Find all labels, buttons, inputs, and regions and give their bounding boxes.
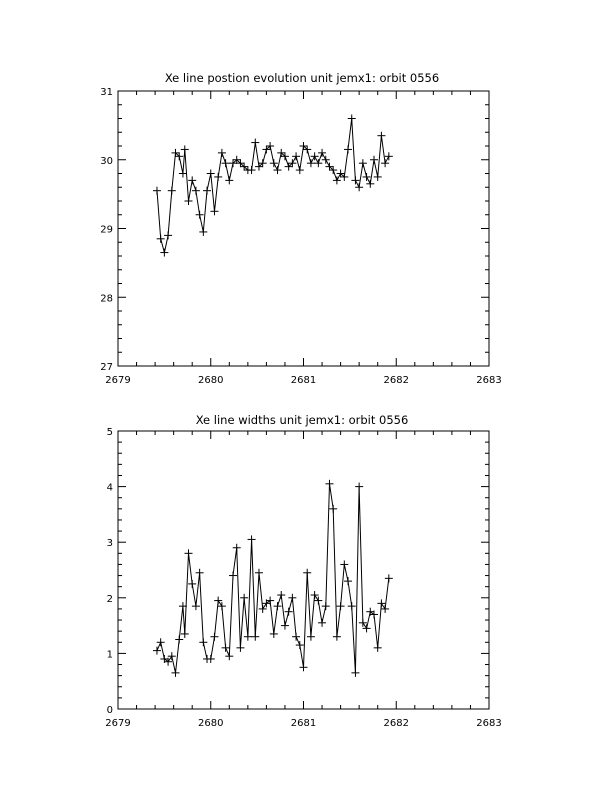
y-tick-label: 4 <box>106 482 113 494</box>
data-point-marker <box>311 152 319 160</box>
data-point-marker <box>153 647 161 655</box>
x-tick-label: 2682 <box>383 718 409 729</box>
data-point-marker <box>340 560 348 568</box>
data-point-marker <box>318 149 326 157</box>
x-tick-label: 2679 <box>105 718 131 729</box>
data-point-marker <box>348 602 356 610</box>
data-point-marker <box>222 159 230 167</box>
data-point-marker <box>248 166 256 174</box>
data-point-marker <box>333 633 341 641</box>
data-point-marker <box>225 176 233 184</box>
data-point-marker <box>348 115 356 123</box>
data-point-marker <box>233 544 241 552</box>
data-point-marker <box>329 505 337 513</box>
data-point-marker <box>196 569 204 577</box>
data-point-marker <box>277 591 285 599</box>
chart-2-x-tick-labels <box>105 718 501 729</box>
data-point-marker <box>251 139 259 147</box>
x-tick-label: 2679 <box>105 375 131 386</box>
chart-1-title: Xe line postion evolution unit jemx1: orbit 0556 <box>164 71 440 85</box>
data-point-marker <box>274 166 282 174</box>
data-point-marker <box>351 669 359 677</box>
data-point-marker <box>210 207 218 215</box>
data-point-marker <box>270 159 278 167</box>
data-point-marker <box>318 619 326 627</box>
data-point-marker <box>181 145 189 153</box>
data-point-marker <box>314 597 322 605</box>
data-point-marker <box>181 630 189 638</box>
x-tick-label: 2680 <box>198 718 224 729</box>
data-point-marker <box>385 574 393 582</box>
y-tick-label: 28 <box>100 293 113 305</box>
data-point-marker <box>179 170 187 178</box>
chart-1-series <box>153 115 393 257</box>
data-point-marker <box>381 605 389 613</box>
data-point-marker <box>311 591 319 599</box>
data-point-marker <box>218 149 226 157</box>
y-tick-label: 29 <box>100 224 113 236</box>
data-point-marker <box>359 159 367 167</box>
data-point-marker <box>366 180 374 188</box>
chart-2 <box>105 413 501 729</box>
data-point-marker <box>157 638 165 646</box>
data-point-marker <box>207 170 215 178</box>
data-point-marker <box>199 228 207 236</box>
data-point-marker <box>322 156 330 164</box>
data-point-marker <box>322 602 330 610</box>
y-tick-label: 5 <box>106 427 113 438</box>
y-tick-label: 0 <box>106 705 113 716</box>
chart-2-series <box>153 480 393 677</box>
data-point-marker <box>314 159 322 167</box>
data-point-marker <box>325 480 333 488</box>
chart-1-x-tick-labels <box>105 375 501 386</box>
y-tick-label: 27 <box>100 362 113 373</box>
data-point-marker <box>218 602 226 610</box>
data-point-marker <box>188 176 196 184</box>
data-point-marker <box>207 655 215 663</box>
data-point-marker <box>184 549 192 557</box>
chart-1-y-tick-labels <box>100 87 113 373</box>
data-point-marker <box>251 633 259 641</box>
data-point-marker <box>307 159 315 167</box>
series-line <box>157 484 389 673</box>
data-point-marker <box>225 652 233 660</box>
x-tick-label: 2680 <box>198 375 224 386</box>
data-point-marker <box>157 235 165 243</box>
data-point-marker <box>168 652 176 660</box>
data-point-marker <box>337 602 345 610</box>
y-tick-label: 2 <box>106 593 113 605</box>
chart-2-y-tick-labels <box>107 427 113 716</box>
data-point-marker <box>184 197 192 205</box>
data-point-marker <box>244 633 252 641</box>
x-tick-label: 2682 <box>383 375 409 386</box>
data-point-marker <box>236 644 244 652</box>
y-tick-label: 3 <box>106 538 113 550</box>
data-point-marker <box>285 608 293 616</box>
data-point-marker <box>229 572 237 580</box>
data-point-marker <box>270 630 278 638</box>
data-point-marker <box>333 176 341 184</box>
data-point-marker <box>370 156 378 164</box>
data-point-marker <box>344 577 352 585</box>
data-point-marker <box>355 183 363 191</box>
x-tick-label: 2681 <box>290 718 317 729</box>
data-point-marker <box>199 638 207 646</box>
data-point-marker <box>188 580 196 588</box>
data-point-marker <box>222 644 230 652</box>
data-point-marker <box>374 173 382 181</box>
data-point-marker <box>385 152 393 160</box>
data-point-marker <box>351 176 359 184</box>
chart-2-title: Xe line widths unit jemx1: orbit 0556 <box>195 413 409 427</box>
data-point-marker <box>160 249 168 257</box>
data-point-marker <box>374 644 382 652</box>
data-point-marker <box>292 152 300 160</box>
y-tick-label: 31 <box>100 87 113 98</box>
data-point-marker <box>307 633 315 641</box>
data-point-marker <box>377 132 385 140</box>
data-point-marker <box>300 663 308 671</box>
data-point-marker <box>192 187 200 195</box>
data-point-marker <box>192 602 200 610</box>
data-point-marker <box>296 166 304 174</box>
data-point-marker <box>203 187 211 195</box>
chart-1 <box>100 71 501 386</box>
data-point-marker <box>359 619 367 627</box>
data-point-marker <box>248 535 256 543</box>
x-tick-label: 2681 <box>290 375 317 386</box>
data-point-marker <box>172 669 180 677</box>
data-point-marker <box>363 173 371 181</box>
data-point-marker <box>153 187 161 195</box>
data-point-marker <box>196 211 204 219</box>
data-point-marker <box>296 641 304 649</box>
data-point-marker <box>288 594 296 602</box>
x-tick-label: 2683 <box>476 718 502 729</box>
data-point-marker <box>303 569 311 577</box>
data-point-marker <box>175 636 183 644</box>
data-point-marker <box>292 633 300 641</box>
data-point-marker <box>255 569 263 577</box>
data-point-marker <box>381 159 389 167</box>
data-point-marker <box>259 605 267 613</box>
data-point-marker <box>164 231 172 239</box>
data-point-marker <box>281 622 289 630</box>
chart-1-ticks <box>118 91 489 366</box>
data-point-marker <box>355 483 363 491</box>
data-point-marker <box>240 594 248 602</box>
data-point-marker <box>377 599 385 607</box>
data-point-marker <box>168 187 176 195</box>
data-point-marker <box>344 145 352 153</box>
data-point-marker <box>274 602 282 610</box>
chart-1-plot-frame <box>118 91 489 366</box>
x-tick-label: 2683 <box>476 375 502 386</box>
series-line <box>157 119 389 253</box>
y-tick-label: 30 <box>100 155 113 167</box>
data-point-marker <box>363 624 371 632</box>
data-point-marker <box>210 633 218 641</box>
data-point-marker <box>214 597 222 605</box>
data-point-marker <box>214 173 222 181</box>
y-tick-label: 1 <box>106 649 113 661</box>
